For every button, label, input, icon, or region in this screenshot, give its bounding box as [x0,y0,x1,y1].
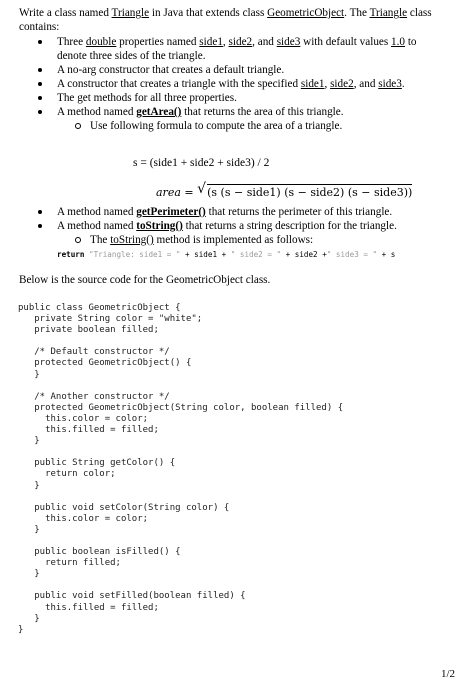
item-text: Three [57,36,86,48]
side3-name: side3 [276,36,301,48]
get-perimeter-method: getPerimeter() [136,206,206,218]
list-item [0,219,447,233]
side3-name: side3 [378,78,402,90]
code-text: + side2 + [281,250,327,259]
triangle-class-name: Triangle [369,7,408,19]
side2-name: side2 [330,78,354,90]
bullet-dot-icon [38,82,42,86]
geometric-object-source-code: public class GeometricObject { private String color = "white"; private boolean filled; /* Default constructor */ protected GeometricObject() { } /* Another constructor */ protected GeometricObject(String color, boolean filled) { this.color = color; this.filled = filled; } public String getColor() { return color; } public void setColor(String color) { this.color = color; } public boolean isFilled() { return filled; } public void setFilled(boolean filled) { this.filled = filled; } } [18,303,344,635]
item-text: A method named [57,106,137,118]
list-item [0,205,447,219]
code-text: + s [377,250,396,259]
item-text: that returns a string description for the triangle. [182,220,397,232]
item-text: . [401,78,405,90]
intro-text: in Java that extends class [149,7,268,19]
item-text: , [324,78,331,90]
sub-list-item [0,233,460,247]
bullet-dot-icon [38,96,42,100]
list-item [0,35,447,63]
item-text: A constructor that creates a triangle with the specified [57,78,301,90]
geometric-object-class-name: GeometricObject [267,7,345,19]
area-variable: area [156,186,181,199]
item-text: to denote three sides of the triangle. [57,36,417,62]
intro-text: Write a class named [19,7,112,19]
to-string-method: toString() [136,220,183,232]
item-text: properties named [116,36,200,48]
intro-paragraph [19,6,459,34]
area-formula [156,181,413,199]
tostring-code-line [0,247,476,259]
bullet-dot-icon [38,40,42,44]
item-text: method is implemented as follows: [153,234,314,246]
item-text: , and [252,36,277,48]
bullet-dot-icon [38,110,42,114]
list-item [0,77,447,91]
list-item [0,91,447,105]
bullet-dot-icon [38,210,42,214]
item-text: , and [353,78,379,90]
side2-name: side2 [228,36,253,48]
item-text: that returns the perimeter of this triangle. [205,206,393,218]
page-number: 1/2 [440,668,455,680]
string-literal: "Triangle: side1 = " [84,250,181,259]
bullet-dot-icon [38,68,42,72]
sqrt-icon: √ [197,181,207,197]
equals-sign: = [180,186,198,199]
item-text: A method named [57,220,137,232]
item-text: The get methods for all three properties. [57,92,237,104]
tostring-code-snippet [57,250,395,259]
requirements-list [0,35,476,133]
list-item [0,105,447,119]
square-root [197,181,413,199]
get-area-method: getArea() [136,106,182,118]
return-keyword: return [57,250,85,259]
item-text: , [222,36,229,48]
item-text: A no-arg constructor that creates a default triangle. [57,64,285,76]
radicand: (s (s − side1) (s − side2) (s − side3)) [207,186,413,199]
double-keyword: double [85,36,117,48]
string-literal: " side2 = " [230,250,282,259]
semi-perimeter-formula: s = (side1 + side2 + side3) / 2 [133,157,270,169]
code-text: + side1 + [180,250,231,259]
side1-name: side1 [199,36,223,48]
item-text: A method named [57,206,137,218]
item-text: The [90,234,111,246]
sub-bullet-circle-icon [75,237,81,243]
sub-list-item [0,119,460,133]
item-text: with default values [300,36,392,48]
source-code-intro: Below is the source code for the GeometricObject class. [19,274,271,286]
list-item [0,63,447,77]
triangle-class-name: Triangle [111,7,150,19]
intro-text: class contains: [19,7,432,33]
default-value: 1.0 [391,36,406,48]
string-literal: " side3 = " [326,250,378,259]
intro-text: . The [344,7,370,19]
bullet-dot-icon [38,224,42,228]
item-text: Use following formula to compute the area of a triangle. [90,120,343,132]
requirements-list-continued [0,205,476,259]
item-text: that returns the area of this triangle. [181,106,344,118]
side1-name: side1 [300,78,325,90]
sub-bullet-circle-icon [75,123,81,129]
to-string-method: toString() [110,234,154,246]
